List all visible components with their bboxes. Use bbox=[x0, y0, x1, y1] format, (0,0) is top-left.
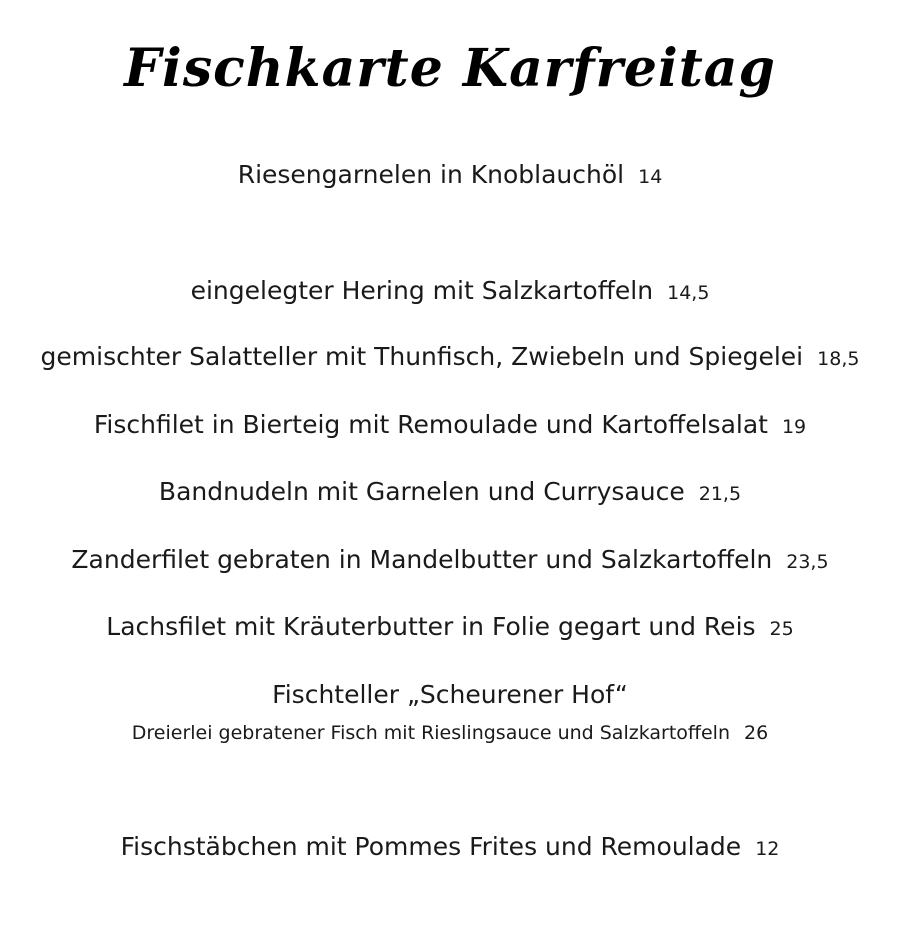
menu-item-price: 26 bbox=[744, 722, 769, 744]
menu-item-price: 19 bbox=[781, 416, 807, 438]
menu-item-description-line bbox=[0, 722, 900, 745]
menu-item bbox=[0, 477, 900, 507]
menu-item-name: Fischteller „Scheurener Hof“ bbox=[272, 680, 628, 709]
menu-item bbox=[0, 410, 900, 440]
menu-item-price: 21,5 bbox=[698, 483, 742, 505]
menu-item bbox=[0, 832, 900, 862]
menu-item bbox=[0, 342, 900, 372]
menu-item-name: Fischstäbchen mit Pommes Frites und Remoulade bbox=[120, 832, 742, 861]
menu-item-name: Fischfilet in Bierteig mit Remoulade und Kartoffelsalat bbox=[93, 410, 768, 439]
menu-item bbox=[0, 160, 900, 190]
menu-item-price: 18,5 bbox=[817, 348, 860, 370]
menu-item bbox=[0, 545, 900, 575]
menu-title: Fischkarte Karfreitag bbox=[124, 38, 776, 99]
menu-item-name: Lachsfilet mit Kräuterbutter in Folie gegart und Reis bbox=[106, 612, 756, 641]
menu-item-price: 14,5 bbox=[667, 282, 710, 304]
menu-item-price: 23,5 bbox=[786, 551, 829, 573]
menu-item-price: 25 bbox=[769, 618, 794, 640]
menu-item-price: 12 bbox=[755, 838, 780, 860]
menu-item-name: eingelegter Hering mit Salzkartoffeln bbox=[190, 276, 654, 305]
menu-item-name: Riesengarnelen in Knoblauchöl bbox=[237, 160, 625, 189]
menu-item bbox=[0, 612, 900, 642]
menu-item-title bbox=[0, 680, 900, 710]
menu-item-price: 14 bbox=[638, 166, 663, 188]
menu-item-description: Dreierlei gebratener Fisch mit Rieslingsauce und Salzkartoffeln bbox=[131, 722, 731, 744]
menu-item-name: Bandnudeln mit Garnelen und Currysauce bbox=[158, 477, 685, 506]
menu-item-name: gemischter Salatteller mit Thunfisch, Zwiebeln und Spiegelei bbox=[40, 342, 804, 371]
menu-item bbox=[0, 276, 900, 306]
menu-item-name: Zanderfilet gebraten in Mandelbutter und Salzkartoffeln bbox=[71, 545, 773, 574]
